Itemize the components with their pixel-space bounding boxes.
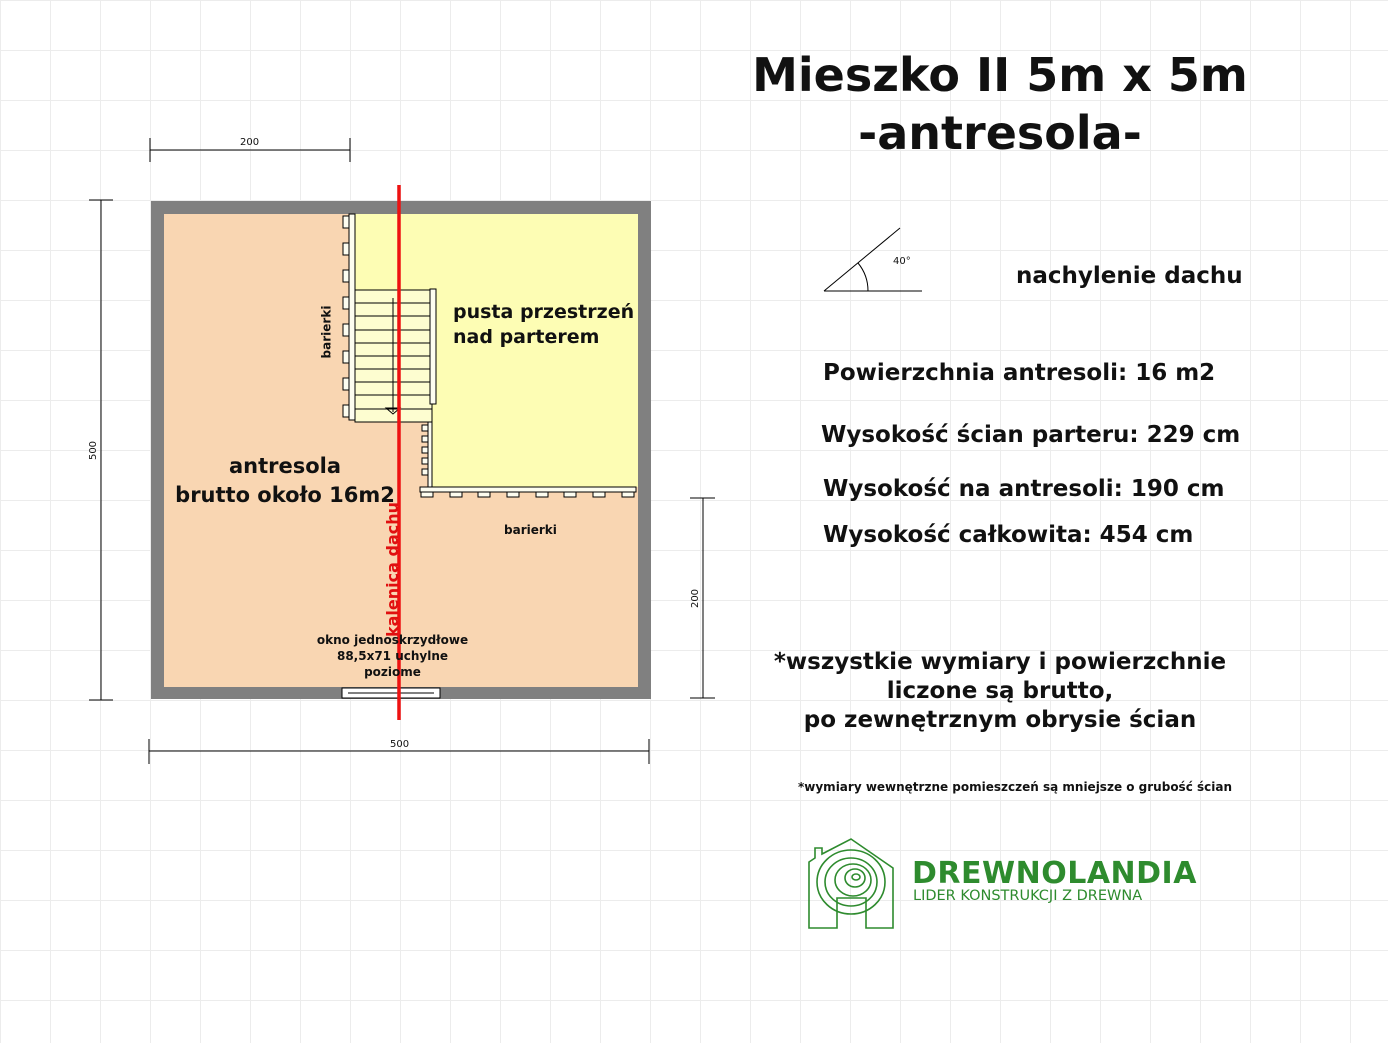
spec-mezz-height: Wysokość na antresoli: 190 cm [823, 476, 1225, 502]
window-label [300, 632, 485, 680]
window-label-line1: okno jednoskrzydłowe [316, 633, 469, 647]
title-line1: Mieszko II 5m x 5m [752, 48, 1248, 102]
note-line1: *wszystkie wymiary i powierzchnie [773, 649, 1227, 675]
spec-area: Powierzchnia antresoli: 16 m2 [823, 360, 1216, 386]
ridge-label: kalenica dachu [383, 501, 403, 638]
logo-icon [809, 839, 893, 928]
spec-ground-height: Wysokość ścian parteru: 229 cm [821, 422, 1241, 448]
title-line2: -antresola- [858, 106, 1142, 160]
stairs [355, 289, 436, 422]
dim-left: 500 [88, 440, 100, 461]
dim-bottom: 500 [390, 739, 410, 750]
mezzanine-label [170, 452, 400, 510]
mezzanine-label-line1: antresola [228, 454, 342, 478]
logo-name: DREWNOLANDIA [912, 856, 1197, 891]
footnote: *wymiary wewnętrzne pomieszczeń są mniejsze o grubość ścian [798, 780, 1233, 794]
note-line2: liczone są brutto, [886, 678, 1114, 704]
void-label-line1: pusta przestrzeń [453, 301, 635, 323]
barriers-bottom-label: barierki [504, 523, 557, 537]
gross-note [760, 648, 1240, 735]
window-label-line3: poziome [364, 665, 421, 679]
spec-total-height: Wysokość całkowita: 454 cm [823, 522, 1194, 548]
void-label-line2: nad parterem [453, 326, 600, 348]
barriers-left-label: barierki [319, 305, 334, 359]
dim-right: 200 [690, 588, 702, 609]
logo-tagline: LIDER KONSTRUKCJI Z DREWNA [913, 888, 1143, 904]
dim-top: 200 [240, 137, 260, 148]
note-line3: po zewnętrznym obrysie ścian [803, 707, 1197, 733]
page-title [700, 46, 1300, 162]
roof-angle-value: 40° [893, 256, 911, 267]
roof-pitch-label: nachylenie dachu [1016, 263, 1243, 289]
void-label [453, 300, 634, 350]
window-label-line2: 88,5x71 uchylne [336, 649, 449, 663]
mezzanine-label-line2: brutto około 16m2 [175, 483, 395, 507]
